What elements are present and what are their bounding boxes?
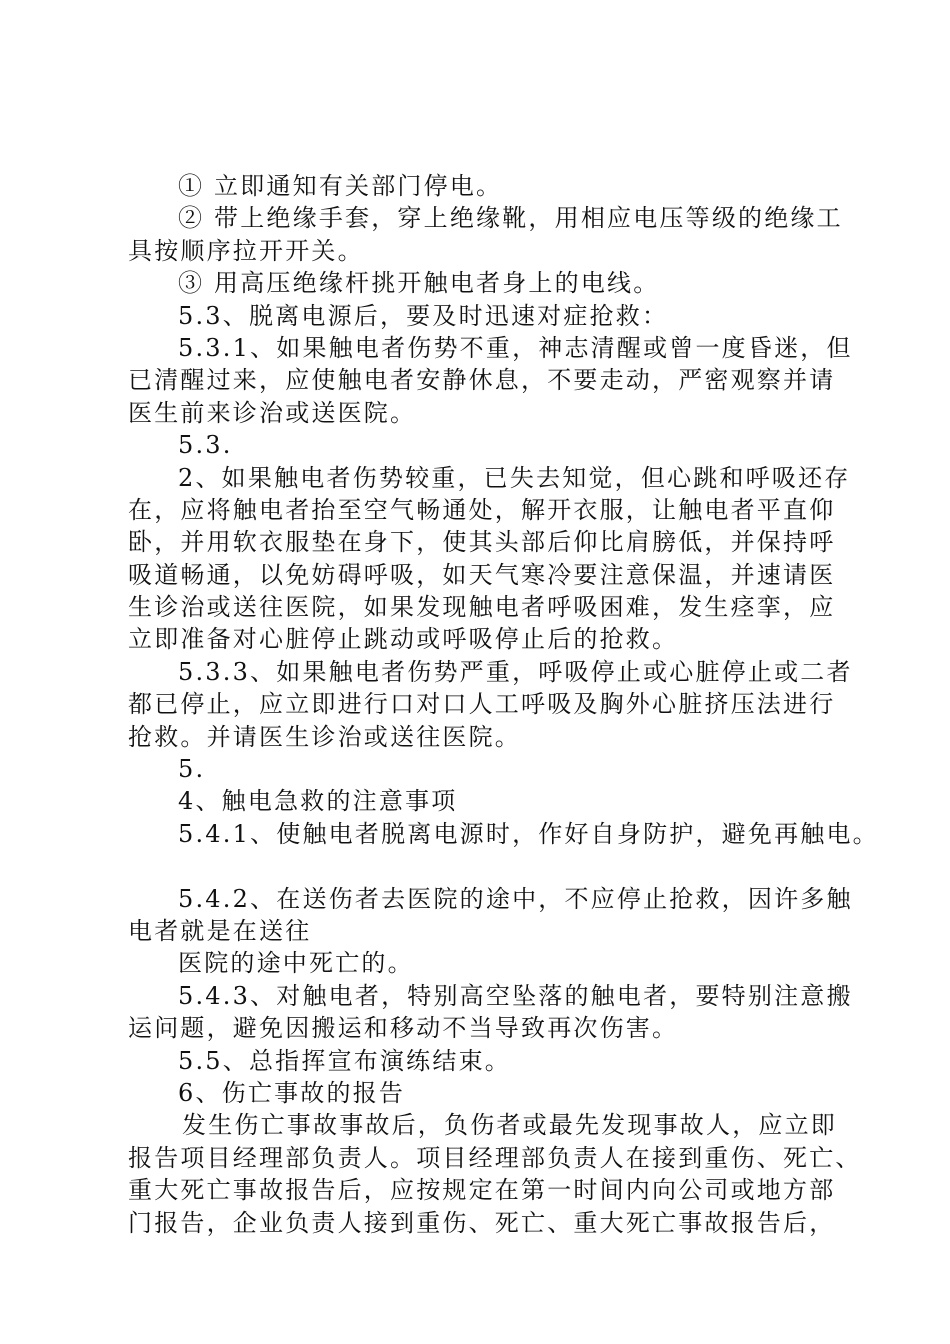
- section-heading: 5.5、总指挥宣布演练结束。: [178, 1046, 511, 1075]
- document-body: [128, 170, 879, 1239]
- text-line: 电者就是在送往: [128, 916, 312, 945]
- text-line: ① 立即通知有关部门停电。: [178, 172, 503, 200]
- text-line: 具按顺序拉开开关。: [128, 236, 364, 265]
- blank-line: [128, 850, 848, 882]
- text-line: 5.3.: [178, 431, 233, 460]
- text-line: 已清醒过来，应使触电者安静休息，不要走动，严密观察并请: [128, 366, 836, 395]
- text-line: 5.4.3、对触电者，特别高空坠落的触电者，要特别注意搬: [178, 981, 853, 1010]
- section-heading: 4、触电急救的注意事项: [178, 787, 458, 816]
- text-line: 在，应将触电者抬至空气畅通处，解开衣服，让触电者平直仰: [128, 495, 836, 524]
- text-line: 5.: [178, 755, 206, 784]
- text-line: 发生伤亡事故事故后，负伤者或最先发现事故人，应立即: [182, 1111, 837, 1140]
- text-line: 医生前来诊治或送医院。: [128, 398, 417, 427]
- text-line: 医院的途中死亡的。: [178, 949, 414, 978]
- text-line: 2、如果触电者伤势较重，已失去知觉，但心跳和呼吸还存: [178, 463, 851, 492]
- text-line: 都已停止，应立即进行口对口人工呼吸及胸外心脏挤压法进行: [128, 690, 836, 719]
- text-line: 5.4.1、使触电者脱离电源时，作好自身防护，避免再触电。: [178, 819, 879, 848]
- text-line: ② 带上绝缘手套，穿上绝缘靴，用相应电压等级的绝缘工: [178, 204, 843, 233]
- text-line: ③ 用高压绝缘杆挑开触电者身上的电线。: [178, 269, 660, 298]
- section-heading: 6、伤亡事故的报告: [178, 1078, 406, 1107]
- text-line: 5.3.3、如果触电者伤势严重，呼吸停止或心脏停止或二者: [178, 657, 853, 686]
- text-line: 5.4.2、在送伤者去医院的途中，不应停止抢救，因许多触: [178, 884, 853, 913]
- text-line: 吸道畅通，以免妨碍呼吸，如天气寒冷要注意保温，并速请医: [128, 560, 836, 589]
- text-line: 重大死亡事故报告后，应按规定在第一时间内向公司或地方部: [128, 1176, 836, 1205]
- text-line: 5.3.1、如果触电者伤势不重，神志清醒或曾一度昏迷，但: [178, 333, 853, 362]
- section-heading: 5.3、脱离电源后，要及时迅速对症抢救：: [178, 301, 669, 330]
- text-line: 运问题，避免因搬运和移动不当导致再次伤害。: [128, 1014, 679, 1043]
- text-line: 报告项目经理部负责人。项目经理部负责人在接到重伤、死亡、: [128, 1143, 862, 1172]
- text-line: 抢救。并请医生诊治或送往医院。: [128, 722, 521, 751]
- text-line: 门报告，企业负责人接到重伤、死亡、重大死亡事故报告后，: [128, 1208, 836, 1237]
- text-line: 卧，并用软衣服垫在身下，使其头部后仰比肩膀低，并保持呼: [128, 528, 836, 557]
- text-line: 立即准备对心脏停止跳动或呼吸停止后的抢救。: [128, 625, 679, 654]
- text-line: 生诊治或送往医院，如果发现触电者呼吸困难，发生痉挛，应: [128, 593, 836, 622]
